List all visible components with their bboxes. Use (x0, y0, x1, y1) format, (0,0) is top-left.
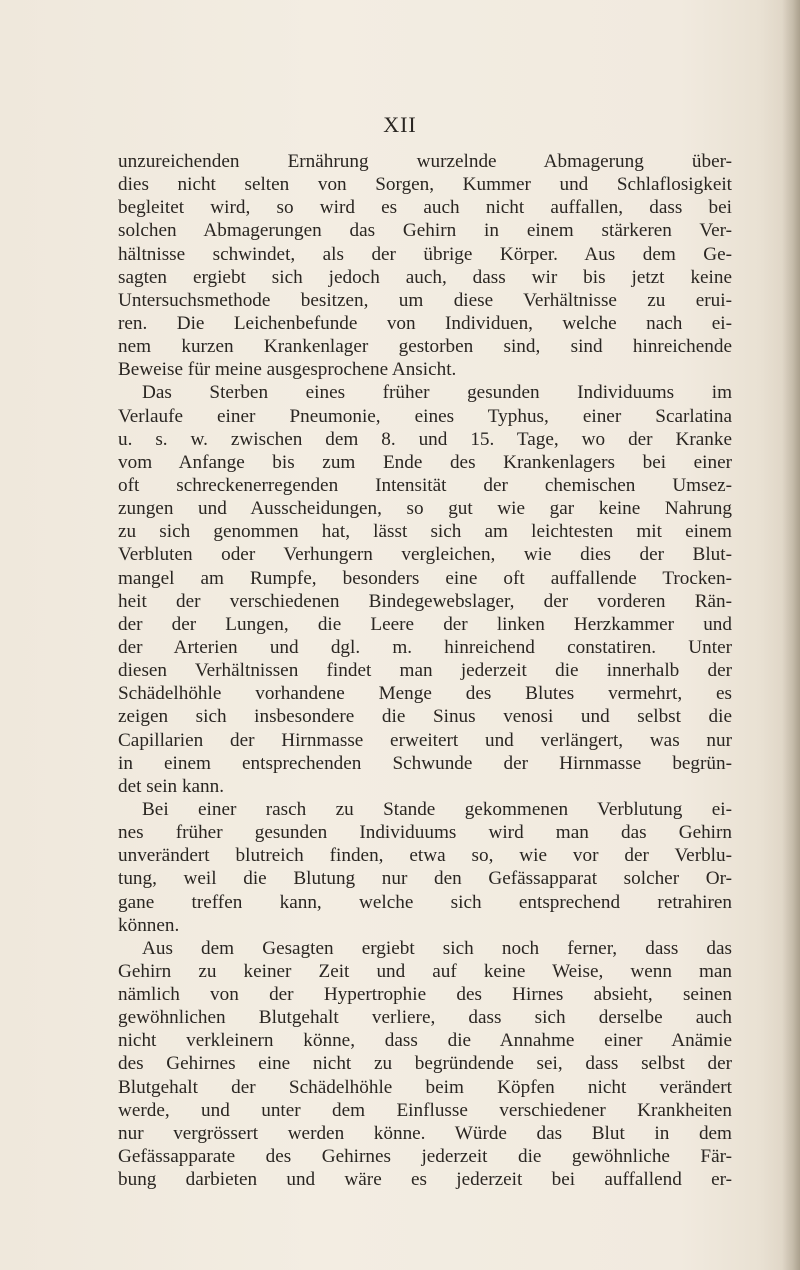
text-line: Gefässapparate des Gehirnes jederzeit die gewöhnliche Fär- (118, 1146, 732, 1168)
text-line: Untersuchsmethode besitzen, um diese Verhältnisse zu erui- (118, 289, 732, 311)
text-line: hältnisse schwindet, als der übrige Körper. Aus dem Ge- (118, 243, 732, 265)
text-line: Verlaufe einer Pneumonie, eines Typhus, einer Scarlatina (118, 405, 732, 427)
text-line: Gehirn zu keiner Zeit und auf keine Weise, wenn man (118, 960, 732, 982)
text-line: zeigen sich insbesondere die Sinus venosi und selbst die (118, 706, 732, 728)
text-line: Das Sterben eines früher gesunden Individuums im (142, 382, 732, 404)
text-line: Aus dem Gesagten ergiebt sich noch ferner, dass das (142, 937, 732, 959)
text-line: det sein kann. (118, 775, 225, 797)
text-line: begleitet wird, so wird es auch nicht auffallen, dass bei (118, 197, 732, 219)
text-line: mangel am Rumpfe, besonders eine oft auffallende Trocken- (118, 567, 732, 589)
text-line: in einem entsprechenden Schwunde der Hirnmasse begrün- (118, 752, 732, 774)
text-line: nicht verkleinern könne, dass die Annahme einer Anämie (118, 1030, 732, 1052)
text-line: Capillarien der Hirnmasse erweitert und verlängert, was nur (118, 729, 732, 751)
page-number: XII (383, 112, 417, 137)
text-line: gane treffen kann, welche sich entsprechend retrahiren (118, 891, 732, 913)
text-line: sagten ergiebt sich jedoch auch, dass wir bis jetzt keine (118, 266, 732, 288)
text-line: vom Anfange bis zum Ende des Krankenlagers bei einer (118, 451, 732, 473)
text-line: des Gehirnes eine nicht zu begründende sei, dass selbst der (118, 1053, 732, 1075)
text-line: Bei einer rasch zu Stande gekommenen Verblutung ei- (142, 798, 732, 820)
text-line: der der Lungen, die Leere der linken Herzkammer und (118, 613, 732, 635)
text-line: Beweise für meine ausgesprochene Ansicht. (118, 359, 457, 381)
text-line: Blutgehalt der Schädelhöhle beim Köpfen nicht verändert (118, 1076, 732, 1098)
text-line: zu sich genommen hat, lässt sich am leichtesten mit einem (118, 521, 732, 543)
text-line: ren. Die Leichenbefunde von Individuen, welche nach ei- (118, 312, 732, 334)
text-line: unverändert blutreich finden, etwa so, wie vor der Verblu- (118, 845, 732, 867)
text-line: gewöhnlichen Blutgehalt verliere, dass sich derselbe auch (118, 1007, 732, 1029)
text-line: bung darbieten und wäre es jederzeit bei auffallend er- (118, 1169, 732, 1191)
text-line: solchen Abmagerungen das Gehirn in einem stärkeren Ver- (118, 220, 732, 242)
text-line: nur vergrössert werden könne. Würde das Blut in dem (118, 1122, 732, 1144)
text-line: zungen und Ausscheidungen, so gut wie gar keine Nahrung (118, 498, 732, 520)
text-line: nes früher gesunden Individuums wird man das Gehirn (118, 822, 732, 844)
page-edge-shadow (782, 0, 800, 1270)
text-line: können. (118, 914, 180, 936)
body-text (118, 150, 732, 1191)
text-line: nämlich von der Hypertrophie des Hirnes absieht, seinen (118, 984, 732, 1006)
text-line: werde, und unter dem Einflusse verschiedener Krankheiten (118, 1099, 732, 1121)
text-line: tung, weil die Blutung nur den Gefässapparat solcher Or- (118, 868, 732, 890)
text-line: Schädelhöhle vorhandene Menge des Blutes vermehrt, es (118, 683, 732, 705)
text-line: nem kurzen Krankenlager gestorben sind, sind hinreichende (118, 336, 732, 358)
text-line: oft schreckenerregenden Intensität der chemischen Umsez- (118, 474, 732, 496)
text-line: unzureichenden Ernährung wurzelnde Abmagerung über- (118, 151, 732, 172)
text-line: Verbluten oder Verhungern vergleichen, wie dies der Blut- (118, 544, 732, 566)
text-line: u. s. w. zwischen dem 8. und 15. Tage, wo der Kranke (118, 428, 732, 450)
text-line: der Arterien und dgl. m. hinreichend constatiren. Unter (118, 636, 732, 658)
text-line: diesen Verhältnissen findet man jederzeit die innerhalb der (118, 660, 732, 682)
text-line: dies nicht selten von Sorgen, Kummer und Schlaflosigkeit (118, 174, 732, 196)
text-line: heit der verschiedenen Bindegewebslager, der vorderen Rän- (118, 590, 732, 612)
